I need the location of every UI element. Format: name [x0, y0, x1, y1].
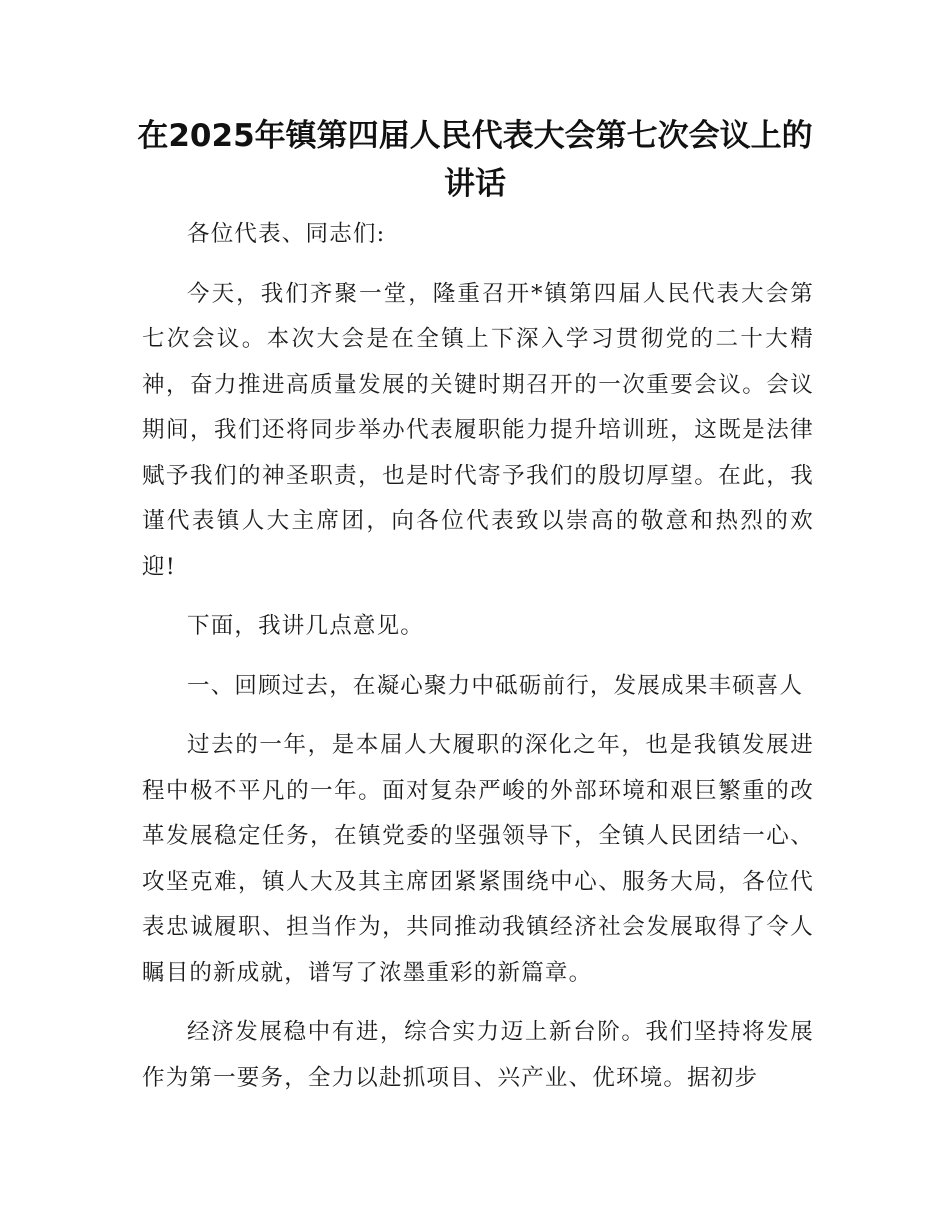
transition-paragraph: 下面，我讲几点意见。	[187, 613, 425, 639]
salutation-paragraph: 各位代表、同志们:	[187, 221, 386, 247]
document-body	[142, 212, 814, 1101]
document-title: 在2025年镇第四届人民代表大会第七次会议上的讲话	[137, 118, 813, 202]
review-paragraph: 过去的一年，是本届人大履职的深化之年，也是我镇发展进程中极不平凡的一年。面对复杂严峻的外部环境和艰巨繁重的改革发展稳定任务，在镇党委的坚强领导下，全镇人民团结一心、攻坚克难，镇人大及其主席团紧紧围绕中心、服务大局，各位代表忠诚履职、担当作为，共同推动我镇经济社会发展取得了令人瞩目的新成就，谱写了浓墨重彩的新篇章。	[142, 732, 814, 986]
section-heading-1: 一、回顾过去，在凝心聚力中砥砺前行，发展成果丰硕喜人	[187, 672, 804, 699]
opening-paragraph: 今天，我们齐聚一堂，隆重召开*镇第四届人民代表大会第七次会议。本次大会是在全镇上下深入学习贯彻党的二十大精神，奋力推进高质量发展的关键时期召开的一次重要会议。会议期间，我们还将同步举办代表履职能力提升培训班，这既是法律赋予我们的神圣职责，也是时代寄予我们的殷切厚望。在此，我谨代表镇人大主席团，向各位代表致以崇高的敬意和热烈的欢迎!	[142, 280, 814, 580]
economy-paragraph: 经济发展稳中有进，综合实力迈上新台阶。我们坚持将发展作为第一要务，全力以赴抓项目、兴产业、优环境。据初步	[142, 1019, 814, 1091]
